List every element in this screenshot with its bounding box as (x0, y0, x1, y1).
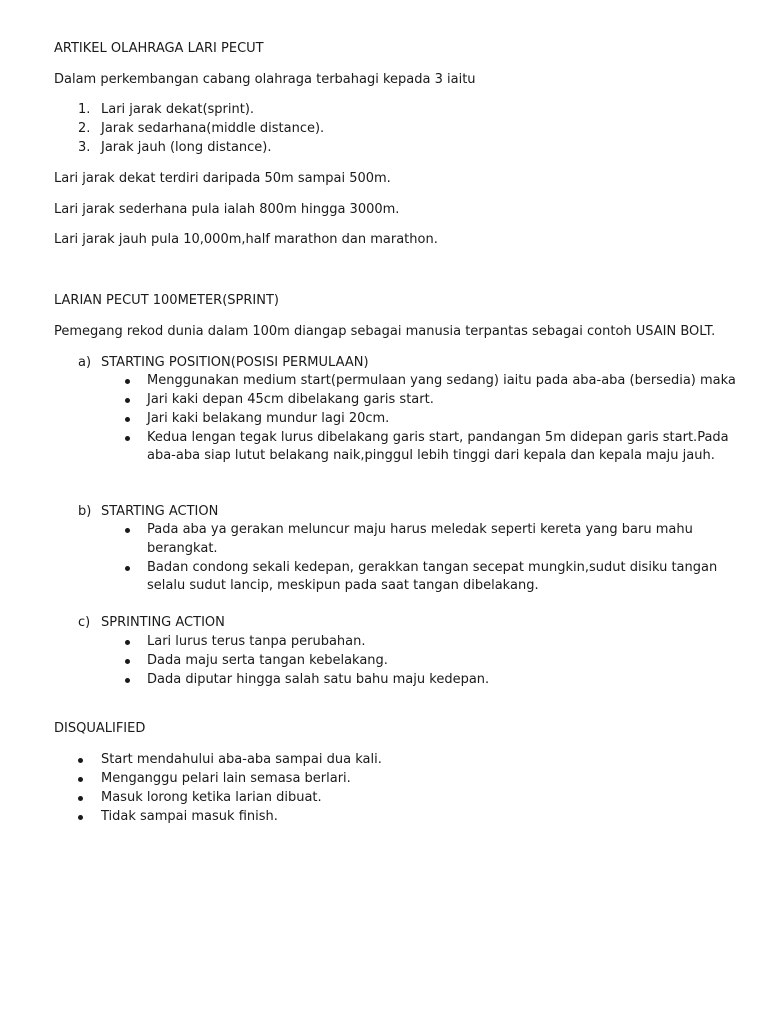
list-item: Dada maju serta tangan kebelakang. (147, 653, 388, 668)
list-item-continuation: aba-aba siap lutut belakang naik,pinggul lebih tinggi dari kepala dan kepala maju jauh. (147, 448, 715, 463)
list-item: Dada diputar hingga salah satu bahu maju kedepan. (147, 672, 490, 687)
bullet-icon (125, 659, 130, 664)
list-item: Lari jarak dekat(sprint). (101, 102, 255, 117)
list-item: Menggunakan medium start(permulaan yang sedang) iaitu pada aba-aba (bersedia) maka (147, 373, 736, 388)
bullet-icon (78, 815, 83, 820)
list-item: Lari lurus terus tanpa perubahan. (147, 634, 366, 649)
list-item: Badan condong sekali kedepan, gerakkan tangan secepat mungkin,sudut disiku tangan (147, 560, 718, 575)
bullet-icon (125, 566, 130, 571)
bullet-icon (125, 436, 130, 441)
bullet-icon (125, 417, 130, 422)
phase-letter: b) (78, 504, 92, 519)
document-title: ARTIKEL OLAHRAGA LARI PECUT (54, 41, 264, 56)
list-item: Jarak jauh (long distance). (101, 140, 272, 155)
bullet-icon (78, 758, 83, 763)
phase-heading: SPRINTING ACTION (101, 615, 225, 630)
list-item: Pada aba ya gerakan meluncur maju harus meledak seperti kereta yang baru mahu (147, 522, 693, 537)
bullet-icon (78, 796, 83, 801)
list-item-continuation: selalu sudut lancip, meskipun pada saat tangan dibelakang. (147, 578, 539, 593)
bullet-icon (125, 528, 130, 533)
disqualified-title: DISQUALIFIED (54, 721, 146, 736)
phase-letter: c) (78, 615, 91, 630)
distance-paragraph: Lari jarak sederhana pula ialah 800m hingga 3000m. (54, 202, 400, 217)
bullet-icon (125, 398, 130, 403)
intro-paragraph: Dalam perkembangan cabang olahraga terbahagi kepada 3 iaitu (54, 72, 476, 87)
bullet-icon (125, 678, 130, 683)
list-item: Tidak sampai masuk finish. (101, 809, 278, 824)
list-item: Menganggu pelari lain semasa berlari. (101, 771, 351, 786)
phase-letter: a) (78, 355, 92, 370)
section-title: LARIAN PECUT 100METER(SPRINT) (54, 293, 279, 308)
distance-paragraph: Lari jarak dekat terdiri daripada 50m sampai 500m. (54, 171, 391, 186)
list-item: Jari kaki belakang mundur lagi 20cm. (147, 411, 390, 426)
phase-heading: STARTING ACTION (101, 504, 219, 519)
list-item: Jari kaki depan 45cm dibelakang garis start. (147, 392, 434, 407)
list-number: 1. (78, 102, 91, 117)
list-item-continuation: berangkat. (147, 541, 218, 556)
distance-paragraph: Lari jarak jauh pula 10,000m,half marathon dan marathon. (54, 232, 438, 247)
bullet-icon (78, 777, 83, 782)
list-item: Masuk lorong ketika larian dibuat. (101, 790, 322, 805)
list-item: Kedua lengan tegak lurus dibelakang garis start, pandangan 5m didepan garis start.Pada (147, 430, 729, 445)
section-intro: Pemegang rekod dunia dalam 100m diangap sebagai manusia terpantas sebagai contoh USAIN BOLT. (54, 324, 716, 339)
list-number: 3. (78, 140, 91, 155)
phase-heading: STARTING POSITION(POSISI PERMULAAN) (101, 355, 369, 370)
list-number: 2. (78, 121, 91, 136)
list-item: Start mendahului aba-aba sampai dua kali. (101, 752, 382, 767)
list-item: Jarak sedarhana(middle distance). (101, 121, 325, 136)
bullet-icon (125, 379, 130, 384)
bullet-icon (125, 640, 130, 645)
